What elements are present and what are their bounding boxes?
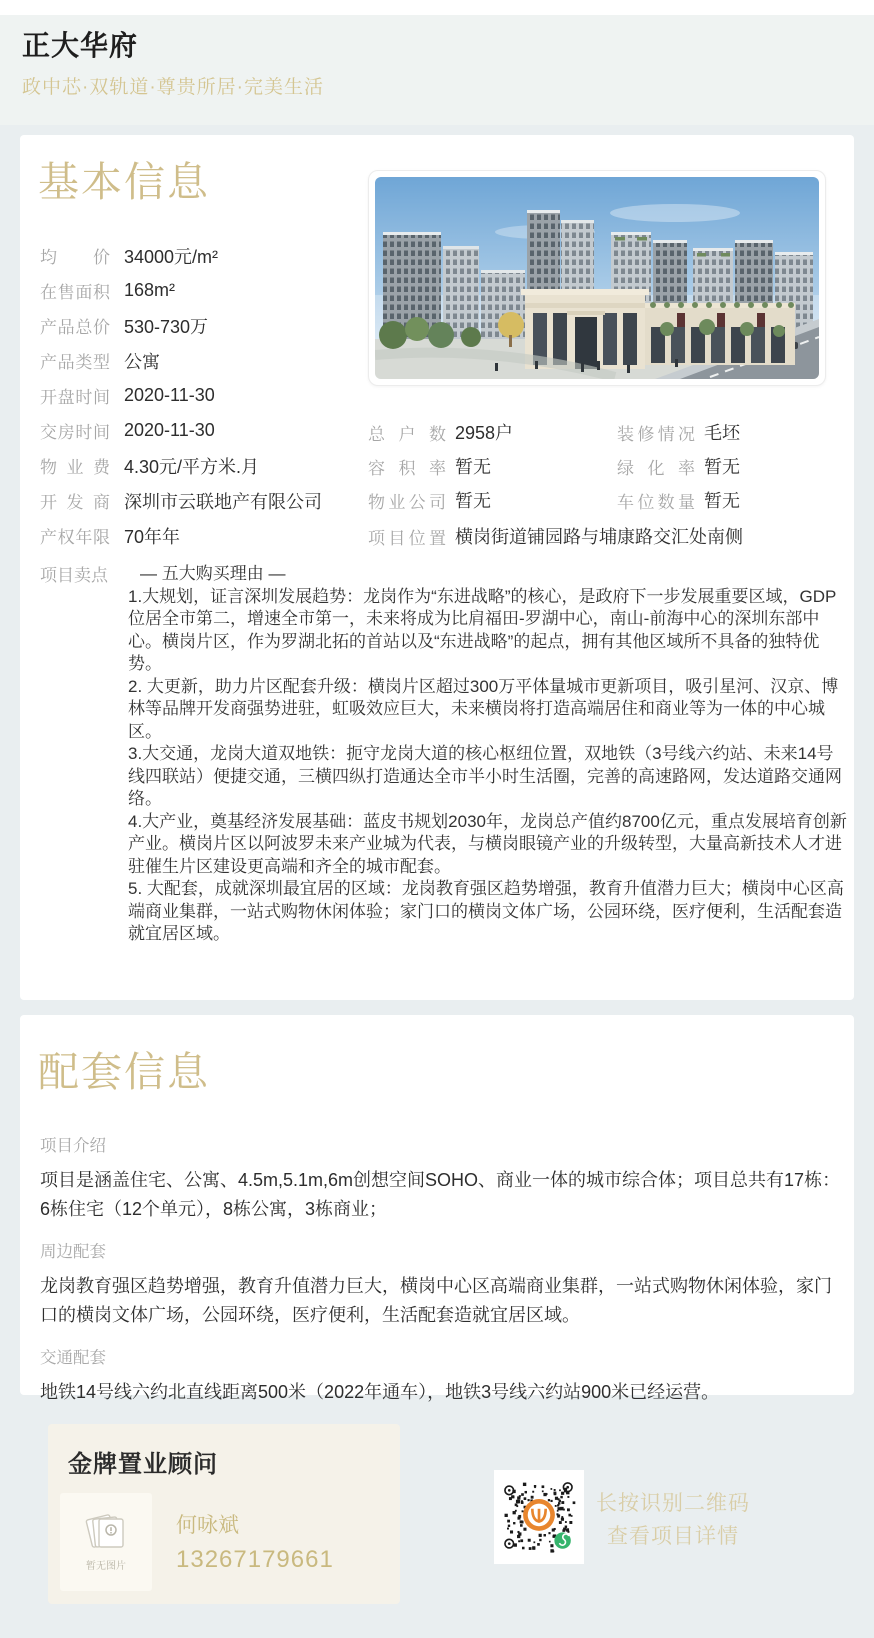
field-label: 开盘时间 [40,388,110,407]
selling-point-paragraph: 3.大交通，龙岗大道双地铁：扼守龙岗大道的核心枢纽位置，双地铁（3号线六约站、未来14号线四联站）便捷交通，三横四纵打造通达全市半小时生活圈，完善的高速路网，发达道路交通网络。 [128,744,842,808]
field-value: 暂无 [704,457,740,477]
basic-info-fields-right [368,415,856,517]
field-row [40,308,366,343]
selling-points-label: 项目卖点 [40,566,108,585]
stacked-photos-icon [83,1512,129,1554]
field-value: 2958户 [455,423,514,443]
group-text: 项目是涵盖住宅、公寓、4.5m,5.1m,6m创想空间SOHO、商业一体的城市综合体；项目总共有17栋：6栋住宅（12个单元），8栋公寓，3栋商业； [40,1170,841,1219]
field-label: 车位数量 [617,492,695,512]
field-value: 530-730万 [124,316,209,337]
field-label: 均价 [40,248,110,267]
field-row [40,273,366,308]
field-label: 交房时间 [40,423,110,442]
field-row [368,415,856,449]
qr-caption [588,1487,758,1553]
field-label: 总户数 [368,424,446,444]
field-label: 产品总价 [40,318,110,337]
field-label: 产品类型 [40,353,110,372]
field-value: 34000元/m² [124,246,219,267]
basic-info-fields-left [40,238,366,553]
field-row [40,413,366,448]
selling-point-paragraph: 5. 大配套，成就深圳最宜居的区域：龙岗教育强区趋势增强，教育升值潜力巨大；横岗中心区高端商业集群，一站式购物休闲体验；家门口的横岗文体广场，公园环绕，医疗便利，生活配套造就宜居区域。 [128,879,844,943]
field-row [40,343,366,378]
field-label: 绿化率 [617,458,695,478]
selling-points-headline: — 五大购买理由 — [140,564,286,583]
agent-info [176,1493,334,1591]
field-value: 横岗街道铺园路与埔康路交汇处南侧 [455,527,743,547]
selling-point-paragraph: 1.大规划，证言深圳发展趋势：龙岗作为“东进战略”的核心，是政府下一步发展重要区域，GDP位居全市第二，增速全市第一，未来将成为比肩福田-罗湖中心，南山-前海中心的深圳东部中心。横岗片区，作为罗湖北拓的首站以及“东进战略”的起点，拥有其他区域所不具备的独特优势。 [128,586,837,673]
amenities-title: 配套信息 [38,1049,210,1095]
qr-code[interactable] [494,1470,584,1564]
group-text: 龙岗教育强区趋势增强，教育升值潜力巨大，横岗中心区高端商业集群，一站式购物休闲体验，家门口的横岗文体广场，公园环绕，医疗便利，生活配套造就宜居区域。 [40,1276,832,1325]
basic-info-title: 基本信息 [38,159,210,205]
consultant-heading: 金牌置业顾问 [68,1451,218,1478]
field-label: 开发商 [40,493,110,512]
selling-point-paragraph: 2. 大更新，助力片区配套升级：横岗片区超过300万平体量城市更新项目，吸引星河、汉京、博林等品牌开发商强势进驻，虹吸效应巨大，未来横岗将打造高端居住和商业等为一体的中心城区。 [128,676,839,741]
field-row [40,378,366,413]
field-value: 2020-11-30 [124,385,215,405]
building-render-illustration [375,177,819,379]
consultant-row [60,1493,400,1591]
field-label: 在售面积 [40,283,110,302]
field-row [40,518,366,553]
field-row [40,448,366,483]
selling-points-content [128,563,850,946]
field-value: 70年年 [124,526,181,547]
field-label: 物业公司 [368,492,446,512]
page-title: 正大华府 [22,30,139,61]
qr-caption-line2: 查看项目详情 [607,1525,739,1548]
field-value: 深圳市云联地产有限公司 [124,491,322,512]
field-row [368,449,856,483]
qr-code-image[interactable] [499,1476,579,1558]
consultant-photo-placeholder [60,1493,152,1591]
field-row [40,483,366,518]
project-location-row [368,523,743,549]
field-value: 2020-11-30 [124,420,215,440]
page-subtitle: 政中芯·双轨道·尊贵所居·完美生活 [22,77,324,98]
group-label: 交通配套 [40,1349,106,1367]
field-value: 暂无 [455,457,491,477]
field-value: 4.30元/平方米.月 [124,456,260,477]
field-label: 物业费 [40,458,110,477]
selling-point-paragraph: 4.大产业，奠基经济发展基础：蓝皮书规划2030年，龙岗总产值约8700亿元，重点发展培育创新产业。横岗片区以阿波罗未来产业城为代表，与横岗眼镜产业的升级转型，大量高新技术人才进驻催生片区建设更高端和齐全的城市配套。 [128,811,847,876]
group-label: 周边配套 [40,1243,106,1261]
field-value: 公寓 [124,351,160,372]
consultant-card[interactable] [48,1424,400,1604]
project-rendering-image[interactable] [368,170,826,386]
field-label: 装修情况 [617,424,695,444]
field-value: 暂无 [455,491,491,511]
field-label: 容积率 [368,458,446,478]
field-label: 项目位置 [368,528,446,548]
field-label: 产权年限 [40,528,110,547]
field-value: 168m² [124,280,176,300]
wechat-icon [554,1532,570,1548]
basic-info-card [20,135,854,1000]
photo-placeholder-text: 暂无图片 [86,1561,126,1572]
field-row [368,483,856,517]
agent-name: 何咏斌 [176,1514,239,1537]
amenities-card [20,1015,854,1402]
field-row [40,238,366,273]
field-value: 暂无 [704,491,740,511]
agent-phone[interactable]: 13267179661 [176,1546,334,1573]
group-label: 项目介绍 [40,1137,106,1155]
group-text: 地铁14号线六约北直线距离500米（2022年通车），地铁3号线六约站900米已经运营。 [40,1382,720,1402]
qr-caption-line1: 长按识别二维码 [596,1492,750,1515]
field-value: 毛坯 [704,423,740,443]
